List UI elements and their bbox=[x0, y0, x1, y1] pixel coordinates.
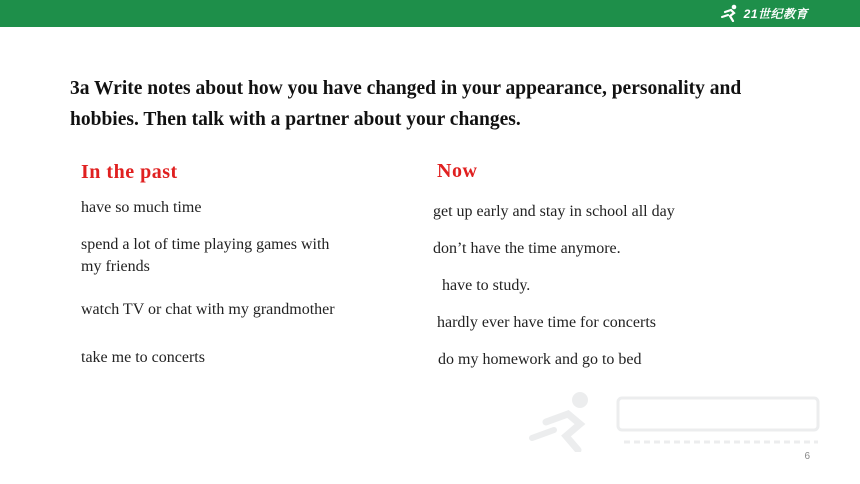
brand-logo-text: 21世纪教育 bbox=[743, 6, 808, 21]
past-note-2: spend a lot of time playing games with my friends bbox=[81, 236, 330, 275]
past-note-3: watch TV or chat with my grandmother bbox=[81, 301, 335, 318]
past-note-4: take me to concerts bbox=[81, 349, 205, 366]
watermark-logo bbox=[528, 388, 828, 452]
past-column-heading: In the past bbox=[81, 161, 178, 183]
page-number: 6 bbox=[804, 451, 810, 462]
now-column-heading: Now bbox=[437, 160, 478, 182]
now-note-5: do my homework and go to bed bbox=[438, 351, 642, 368]
header-bar bbox=[0, 0, 860, 27]
now-note-2: don’t have the time anymore. bbox=[433, 240, 621, 257]
brand-logo bbox=[721, 3, 808, 23]
runner-icon bbox=[721, 4, 741, 22]
now-note-1: get up early and stay in school all day bbox=[433, 203, 675, 220]
now-note-3: have to study. bbox=[442, 277, 531, 294]
now-note-4: hardly ever have time for concerts bbox=[437, 314, 657, 331]
past-note-1: have so much time bbox=[81, 199, 202, 216]
exercise-title: 3a Write notes about how you have changed in your appearance, personality and hobbies. Then talk with a partner about your changes. bbox=[70, 78, 742, 130]
